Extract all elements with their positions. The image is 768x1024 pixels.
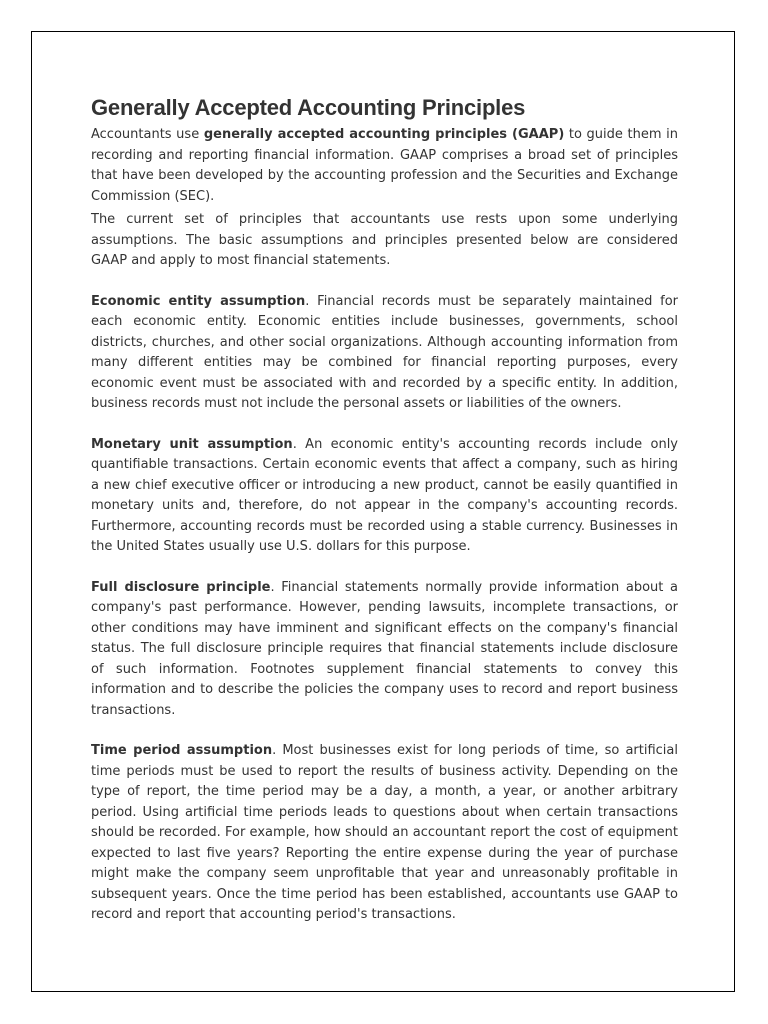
- section-term: Time period assumption: [91, 743, 273, 758]
- section-economic-entity: [91, 292, 678, 415]
- page-title: Generally Accepted Accounting Principles: [91, 95, 526, 120]
- intro-paragraph-2: The current set of principles that accountants use rests upon some underlying assumptions. The basic assumptions and principles presented below are considered GAAP and apply to most financial statements.: [91, 212, 678, 268]
- section-term: Monetary unit assumption: [91, 436, 293, 452]
- section-body: . Financial statements normally provide information about a company's past performance. However, pending lawsuits, incomplete transactions, or other conditions may have imminent and significant effects on the company's financial status. The full disclosure principle requires that financial statements include disclosure of such information. Footnotes supplement financial statements to convey this information and to describe the policies the company uses to record and report business transactions.: [91, 579, 678, 718]
- section-body: . An economic entity's accounting records include only quantifiable transactions. Certain economic events that affect a company, such as hiring a new chief executive officer or introducing a new product, cannot be easily quantified in monetary units and, therefore, do not appear in the company's accounting records. Furthermore, accounting records must be recorded using a stable currency. Businesses in the United States usually use U.S. dollars for this purpose.: [91, 436, 679, 554]
- intro-text-after: to guide them in recording and reporting financial information. GAAP comprises a broad set of principles that have been developed by the accounting profession and the Securities and Exchange Commission (SEC).: [91, 127, 678, 204]
- document-content: [91, 94, 678, 926]
- section-monetary-unit: [91, 435, 678, 558]
- gaap-term: generally accepted accounting principles (GAAP): [203, 127, 565, 142]
- section-full-disclosure: [91, 578, 678, 722]
- intro-paragraph: [91, 125, 678, 207]
- section-term: Economic entity assumption: [91, 293, 306, 309]
- document-page: [31, 31, 735, 992]
- section-body: . Most businesses exist for long periods of time, so artificial time periods must be used to report the results of business activity. Depending on the type of report, the time period may be a day, a month, a year, or another arbitrary period. Using artificial time periods leads to questions about when certain transactions should be recorded. For example, how should an accountant report the cost of equipment expected to last five years? Reporting the entire expense during the year of purchase might make the company seem unprofitable that year and unreasonably profitable in subsequent years. Once the time period has been established, accountants use GAAP to record and report that accounting period's transactions.: [91, 743, 678, 922]
- section-term: Full disclosure principle: [91, 579, 271, 595]
- intro-text-before: Accountants use: [91, 127, 204, 142]
- section-body: . Financial records must be separately maintained for each economic entity. Economic entities include businesses, governments, school districts, churches, and other social organizations. Although accounting information from many different entities may be combined for financial reporting purposes, every economic event must be associated with and recorded by a specific entity. In addition, business records must not include the personal assets or liabilities of the owners.: [91, 293, 678, 411]
- section-time-period: [91, 741, 678, 926]
